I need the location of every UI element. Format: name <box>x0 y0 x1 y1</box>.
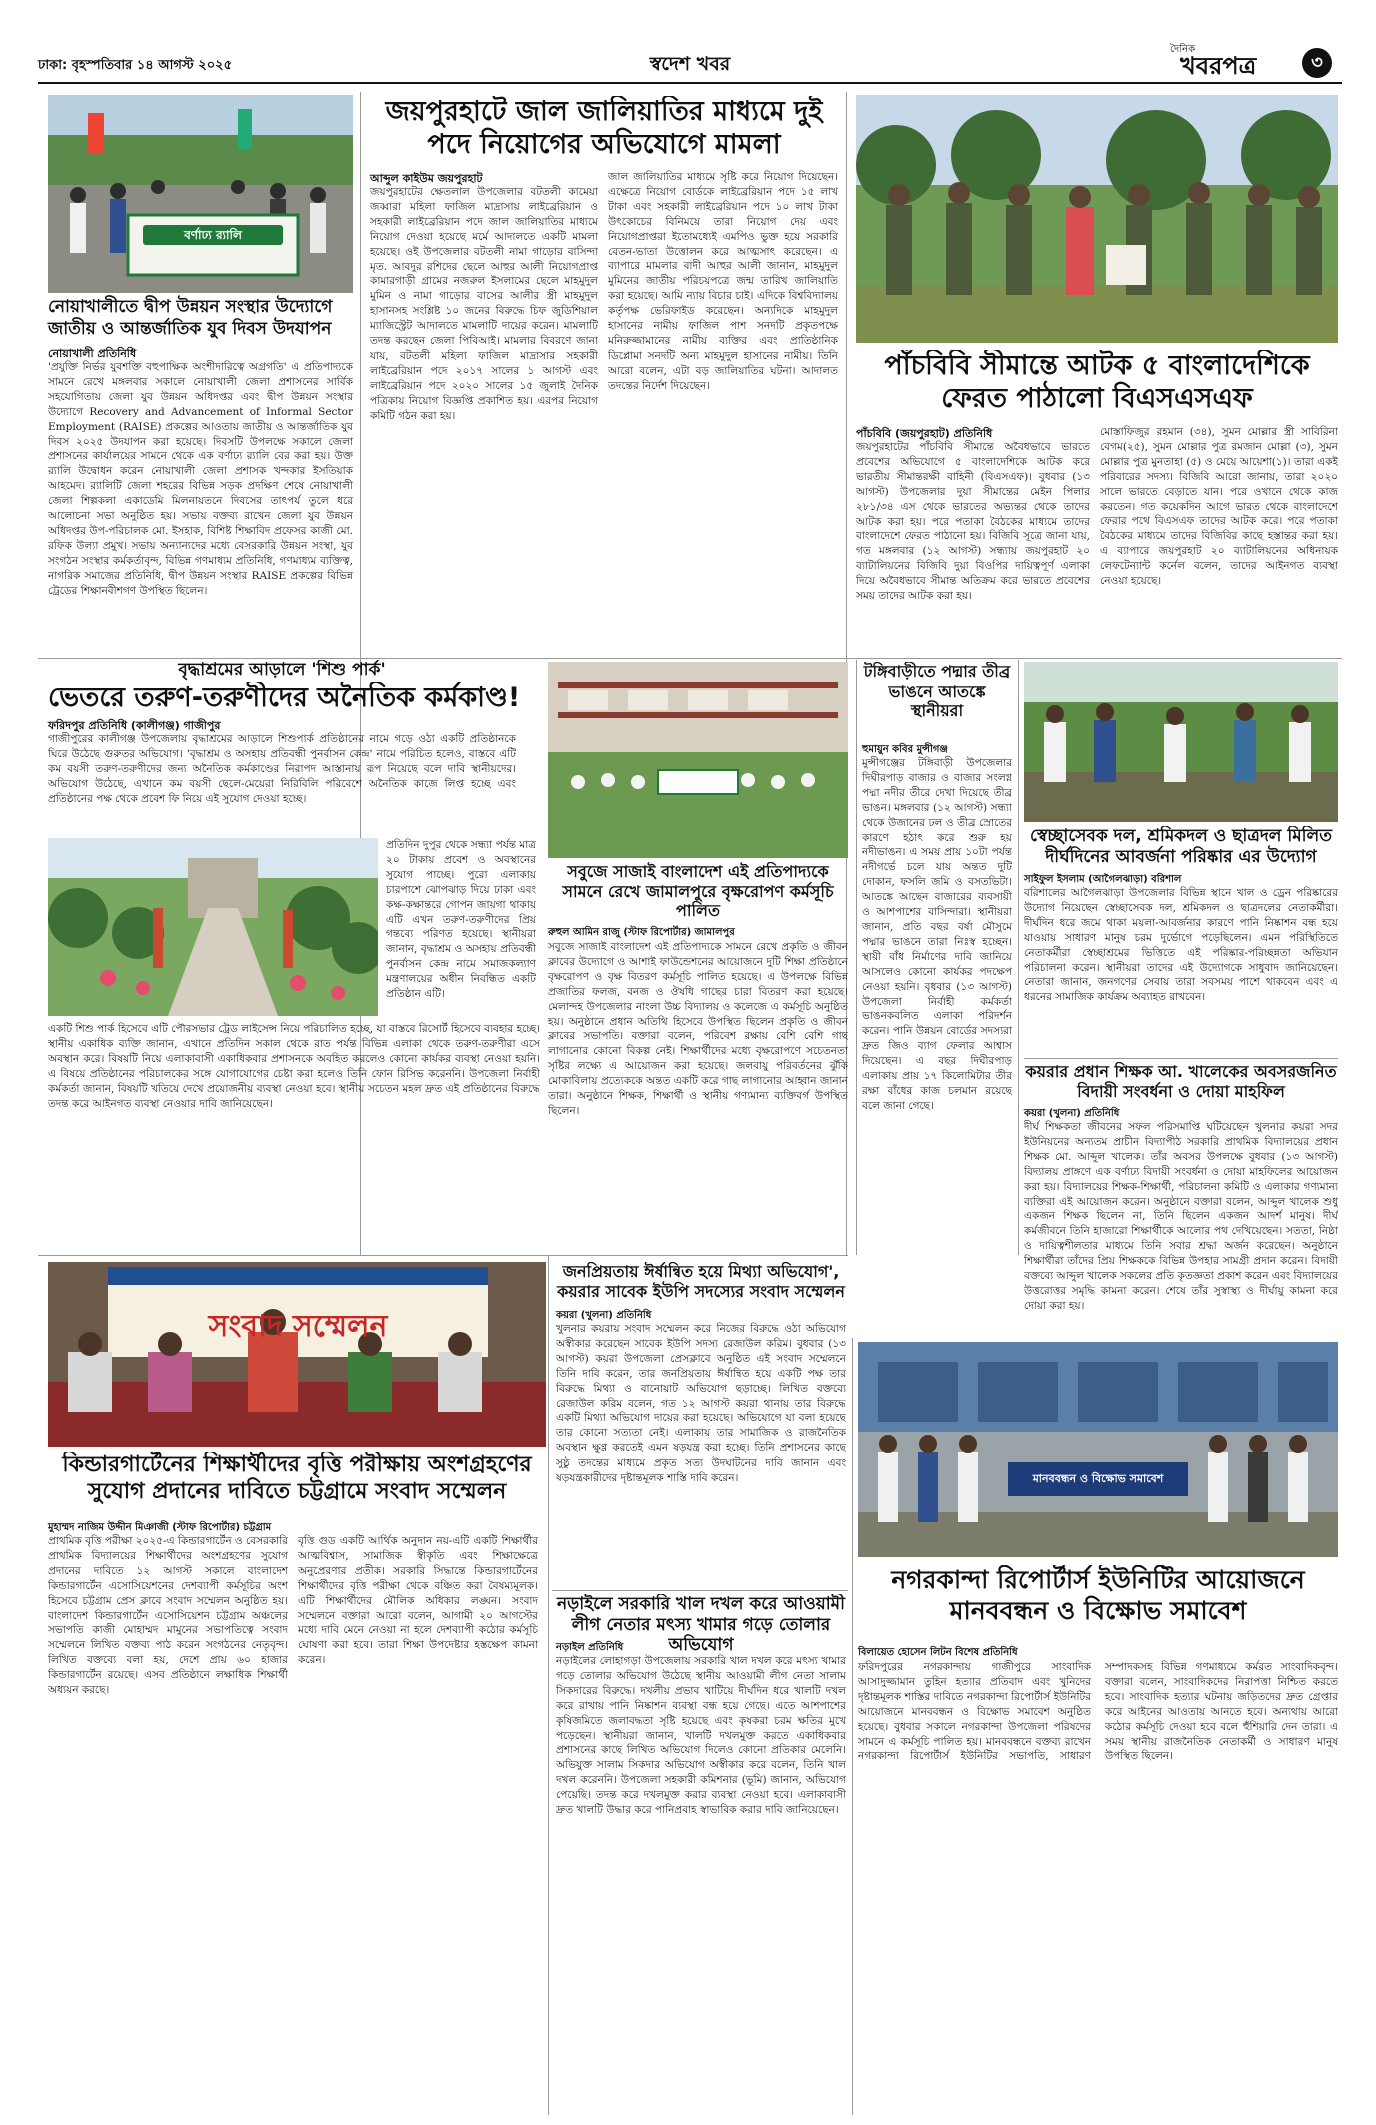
body-oldhome-bottom: একটি শিশু পার্ক হিসেবে এটি পৌরসভার ট্রেড লাইসেন্স নিয়ে পরিচালিত হচ্ছে, যা বাস্তবে রিসোর্ট হিসেবে ব্যবহার হচ্ছে। স্থানীয় একাধিক ব্যক্তি জানান, এখানে প্রতিদিন সকাল থেকে রাত পর্যন্ত বিভিন্ন এলাকা থেকে তরুণ-তরুণীরা এসে অবস্থান করে। বিষয়টি নিয়ে এলাকাবাসী একাধিকবার প্রশাসনকে অবহিত করলেও কোনো কার্যকর ব্যবস্থা নেওয়া হয়নি। এ বিষয়ে প্রতিষ্ঠানের পরিচালকের সঙ্গে যোগাযোগের চেষ্টা করা হলেও তিনি ফোন রিসিভ করেননি। উপজেলা নির্বাহী কর্মকর্তা জানান, বিষয়টি খতিয়ে দেখে প্রয়োজনীয় ব্যবস্থা নেওয়া হবে। স্থানীয় সচেতন মহল দ্রুত এই প্রতিষ্ঠানের বিরুদ্ধে তদন্ত করে আইনগত ব্যবস্থা নেওয়ার দাবি জানিয়েছেন। <box>48 1023 540 1110</box>
byline-panchbibi: পাঁচবিবি (জয়পুরহাট) প্রতিনিধি <box>856 427 993 440</box>
section-rule <box>1024 1058 1338 1059</box>
body-oldhome-right: প্রতিদিন দুপুর থেকে সন্ধ্যা পর্যন্ত মাত্র ২০ টাকায় প্রবেশ ও অবস্থানের সুযোগ পাচ্ছে। পুরো এলাকায় চারপাশে ঝোপঝাড় দিয়ে ঢাকা এবং কক্ষ-কক্ষান্তরে গোপন জায়গা থাকায় এটি এখন তরুণ-তরুণীদের প্রিয় গন্তব্যে পরিণত হয়েছে। স্থানীয়রা জানান, বৃদ্ধাশ্রম ও অসহায় প্রতিবন্ধী পুনর্বাসন কেন্দ্র নামে সমাজকল্যাণ মন্ত্রণালয়ের অধীন নিবন্ধিত একটি প্রতিষ্ঠান এটি। <box>386 839 536 1001</box>
byline-koyra: কয়রা (খুলনা) প্রতিনিধি <box>556 1310 652 1321</box>
section-rule <box>552 1590 848 1591</box>
byline-tongibari: হুমায়ুন কবির মুন্সীগঞ্জ <box>862 744 948 755</box>
rally-photo <box>48 95 353 293</box>
byline-cleanup: সাইফুল ইসলাম (আগৈলঝাড়া) বরিশাল <box>1024 874 1182 885</box>
body-jamalpur: সবুজে সাজাই বাংলাদেশ এই প্রতিপাদ্যকে সামনে রেখে প্রকৃতি ও জীবন ক্লাবের উদ্যোগে ও আশাই ফাউন্ডেশনের আয়োজনে দুটি শিক্ষা প্রতিষ্ঠানে বৃক্ষরোপণ ও বৃক্ষ বিতরণ কর্মসূচি পালিত হয়েছে। এ উপলক্ষে বিভিন্ন প্রজাতির ফলজ, বনজ ও ঔষধি গাছের চারা বিতরণ করা হয়েছে। মেলান্দহ উপজেলার নাংলা উচ্চ বিদ্যালয় ও কলেজে এ কর্মসূচি অনুষ্ঠিত হয়। অনুষ্ঠানে প্রধান অতিথি হিসেবে উপস্থিত ছিলেন প্রকৃতি ও জীবন ক্লাবের সভাপতি। বক্তারা বলেন, পরিবেশ রক্ষায় বেশি বেশি গাছ লাগানোর কোনো বিকল্প নেই। শিক্ষার্থীদের মধ্যে বৃক্ষরোপণে সচেতনতা সৃষ্টির লক্ষ্যে এ আয়োজন করা হয়েছে। জলবায়ু পরিবর্তনের ঝুঁকি মোকাবিলায় প্রত্যেককে অন্তত একটি করে গাছ লাগানোর আহ্বান জানান তারা। অনুষ্ঠানে শিক্ষক, শিক্ষার্থী ও স্থানীয় গণ্যমান্য ব্যক্তিবর্গ উপস্থিত ছিলেন। <box>548 941 848 1117</box>
headline-panchbibi: পাঁচবিবি সীমান্তে আটক ৫ বাংলাদেশিকে ফেরত পাঠালো বিএসএসএফ <box>884 350 1310 414</box>
section-rule <box>38 1255 848 1256</box>
body-nagarkanda: ফরিদপুরের নগরকান্দায় গাজীপুরে সাংবাদিক আসাদুজ্জামান তুহিন হত্যার প্রতিবাদ এবং খুনিদের দৃষ্টান্তমূলক শাস্তির দাবিতে নগরকান্দা রিপোর্টার্স ইউনিটির আয়োজনে মানববন্ধন ও বিক্ষোভ সমাবেশ অনুষ্ঠিত হয়েছে। বুধবার সকালে নগরকান্দা উপজেলা পরিষদের সামনে এ কর্মসূচি পালিত হয়। মানববন্ধনে বক্তব্য রাখেন নগরকান্দা রিপোর্টার্স ইউনিটির সভাপতি, সাধারণ সম্পাদকসহ বিভিন্ন গণমাধ্যমে কর্মরত সাংবাদিকবৃন্দ। বক্তারা বলেন, সাংবাদিকদের নিরাপত্তা নিশ্চিত করতে হবে। সাংবাদিক হত্যার ঘটনায় জড়িতদের দ্রুত গ্রেপ্তার করে আইনের আওতায় আনতে হবে। অন্যথায় আরো কঠোর কর্মসূচি দেওয়া হবে বলে হুঁশিয়ারি দেন তারা। এ সময় স্থানীয় রাজনৈতিক নেতাকর্মী ও সাধারণ মানুষ উপস্থিত ছিলেন। <box>858 1661 1338 1763</box>
column-rule <box>548 1255 549 2115</box>
headline-oldhome: ভেতরে তরুণ-তরুণীদের অনৈতিক কর্মকাণ্ড! <box>48 682 521 713</box>
date-line: ঢাকা: বৃহস্পতিবার ১৪ আগস্ট ২০২৫ <box>38 58 233 73</box>
body-headmaster: দীর্ঘ শিক্ষকতা জীবনের সফল পরিসমাপ্তি ঘটিয়েছেন খুলনার কয়রা সদর ইউনিয়নের অন্যতম প্রাচীন বিদ্যাপীঠ সরকারি প্রাথমিক বিদ্যালয়ের প্রধান শিক্ষক মো. আব্দুল খালেক। তাঁর অবসর উপলক্ষে বুধবার (১৩ আগস্ট) বিদ্যালয় প্রাঙ্গণে এক বর্ণাঢ্য বিদায়ী সংবর্ধনা ও দোয়া মাহফিলের আয়োজন করা হয়। বিদ্যালয়ের শিক্ষক-শিক্ষার্থী, পরিচালনা কমিটি ও এলাকার গণ্যমান্য ব্যক্তিরা এই আয়োজন করেন। অনুষ্ঠানে বক্তারা বলেন, আব্দুল খালেক শুধু একজন শিক্ষক ছিলেন না, তিনি ছিলেন একজন আদর্শ মানুষ। দীর্ঘ কর্মজীবনে তিনি হাজারো শিক্ষার্থীকে আলোর পথ দেখিয়েছেন। সততা, নিষ্ঠা ও দায়িত্বশীলতার মাধ্যমে তিনি সবার শ্রদ্ধা অর্জন করেছেন। অনুষ্ঠানে শিক্ষার্থীরা তাঁদের প্রিয় শিক্ষককে বিভিন্ন উপহার সামগ্রী প্রদান করেন। বিদায়ী বক্তব্যে আব্দুল খালেক সকলের প্রতি কৃতজ্ঞতা প্রকাশ করেন এবং বিদ্যালয়ের উত্তরোত্তর সমৃদ্ধি কামনা করেন। শেষে তাঁর সুস্বাস্থ্য ও দীর্ঘায়ু কামনা করে দোয়া করা হয়। <box>1024 1121 1338 1312</box>
section-title: স্বদেশ খবর <box>649 53 731 75</box>
body-kindergarten-left: প্রাথমিক বৃত্তি পরীক্ষা ২০২৫-এ কিন্ডারগার্টেন ও বেসরকারি প্রাথমিক বিদ্যালয়ের শিক্ষার্থীদের অংশগ্রহণের সুযোগ প্রদানের দাবিতে ১২ আগস্ট সকালে বাংলাদেশ কিন্ডারগার্টেন এসোসিয়েশনের দেশব্যাপী কর্মসূচির অংশ হিসেবে চট্টগ্রাম প্রেস ক্লাবে সংবাদ সম্মেলন অনুষ্ঠিত হয়। বাংলাদেশ কিন্ডারগার্টেন এসোসিয়েশন চট্টগ্রাম অঞ্চলের সভাপতি কাজী মোহাম্মদ মামুনের সভাপতিত্বে সংবাদ সম্মেলনে লিখিত বক্তব্য পাঠ করেন সংগঠনের নেতৃবৃন্দ। লিখিত বক্তব্যে বলা হয়, দেশে প্রায় ৬০ হাজার কিন্ডারগার্টেন রয়েছে। এসব প্রতিষ্ঠানে লক্ষাধিক শিক্ষার্থী অধ্যয়ন করছে। <box>48 1535 288 1697</box>
masthead-title: খবরপত্র <box>1180 52 1257 80</box>
body-narail: নড়াইলের লোহাগড়া উপজেলায় সরকারি খাল দখল করে মৎস্য খামার গড়ে তোলার অভিযোগ উঠেছে স্থানীয় আওয়ামী লীগ নেতা সালাম সিকদারের বিরুদ্ধে। দখলীয় প্রভাব খাটিয়ে দীর্ঘদিন ধরে খালটি দখল করে রাখায় পানি নিষ্কাশন ব্যবস্থা বন্ধ হয়ে গেছে। এতে আশপাশের কৃষিজমিতে জলাবদ্ধতা সৃষ্টি হয়েছে এবং কৃষকরা চরম ক্ষতির মুখে পড়েছেন। স্থানীয়রা জানান, খালটি দখলমুক্ত করতে একাধিকবার প্রশাসনের কাছে লিখিত অভিযোগ দিলেও কোনো প্রতিকার মেলেনি। অভিযুক্ত সালাম সিকদার অভিযোগ অস্বীকার করে বলেন, তিনি খাল দখল করেননি। উপজেলা সহকারী কমিশনার (ভূমি) জানান, অভিযোগ পেয়েছি। তদন্ত করে দখলমুক্ত করার ব্যবস্থা নেওয়া হবে। এলাকাবাসী দ্রুত খালটি উদ্ধার করে পানিপ্রবাহ স্বাভাবিক করার দাবি জানিয়েছেন। <box>556 1655 846 1817</box>
page-number <box>1302 48 1332 78</box>
masthead <box>1170 42 1340 82</box>
human-chain-photo <box>858 1342 1338 1557</box>
headline-narail: নড়াইলে সরকারি খাল দখল করে আওয়ামী লীগ নেতার মৎস্য খামার গড়ে তোলার অভিযোগ <box>557 1594 845 1656</box>
column-rule <box>1018 660 1019 1255</box>
column-rule <box>856 660 857 1255</box>
press-conference-photo <box>48 1262 546 1447</box>
byline-joypurhat: আব্দুল কাইউম জয়পুরহাট <box>370 172 483 185</box>
body-joypurhat-right: জাল জালিয়াতির মাধ্যমে সৃষ্টি করে নিয়োগ দিয়েছেন। এক্ষেত্রে নিয়োগ বোর্ডকে লাইব্রেরিয়ান পদে ১৫ লাখ টাকা এবং সহকারী লাইব্রেরিয়ান পদে ১০ লাখ টাকা উৎকোচের বিনিময়ে তারা নিয়োগ দেয় এবং নিয়োগপ্রাপ্তরা ইতোমধ্যেই এমপিও ভুক্ত হয়ে সরকারি বেতন-ভাতা উত্তোলন করে আত্মসাৎ করেছেন। এ ব্যাপারে মামলার বাদী আহুর আলী জানান, মাহমুদুল মুমিনের জাতীয় পরিচয়পত্রে জন্ম তারিখ জালিয়াতি করা হয়েছে। আমি ন্যায় বিচার চাই। এদিকে বিশ্ববিদ্যালয় কর্তৃপক্ষ ভেরিফাইড করেছেন। অন্যদিকে মাহমুদুল হাসানের নামীয় ফাজিল পাশ সনদটি প্রকৃতপক্ষে মনিরুজ্জামানের নামীয় ব্যক্তির এবং প্রাতিষ্ঠানিক ডিপ্লোমা সনদটি অন্য মাহমুদুল হাসানের নামীয়। তিনি আরো বলেন, এটা বড় জালিয়াতির ঘটনা। আদালত তদন্তের নির্দেশ দিয়েছেন। <box>608 171 838 392</box>
headline-headmaster: কয়রার প্রধান শিক্ষক আ. খালেকের অবসরজনিত বিদায়ী সংবর্ধনা ও দোয়া মাহফিল <box>1025 1062 1337 1101</box>
byline-headmaster: কয়রা (খুলনা) প্রতিনিধি <box>1024 1108 1120 1119</box>
body-oldhome-top: গাজীপুরের কালীগঞ্জ উপজেলায় বৃদ্ধাশ্রমের আড়ালে শিশুপার্ক প্রতিষ্ঠানের নামে গড়ে ওঠা একটি প্রতিষ্ঠানকে ঘিরে উঠেছে গুরুতর অভিযোগ। 'বৃদ্ধাশ্রম ও অসহায় প্রতিবন্ধী পুনর্বাসন কেন্দ্র' নামে পরিচিত হলেও, বাস্তবে এটি কম বয়সী তরুণ-তরুণীদের জন্য অনৈতিক কর্মকাণ্ডের নিরাপদ আস্তানায় রূপ নিয়েছে বলে দাবি স্থানীয়দের। অভিযোগ উঠেছে, এখানে কম বয়সী ছেলে-মেয়েরা নিরিবিলি পরিবেশে অনৈতিক কাজে লিপ্ত হচ্ছে এবং প্রতিষ্ঠানের পক্ষ থেকে প্রবেশ ফি নিয়ে এই সুযোগ দেওয়া হচ্ছে। <box>48 733 516 805</box>
byline-noakhali: নোয়াখালী প্রতিনিধি <box>48 347 137 360</box>
tree-planting-photo <box>548 662 848 858</box>
section-rule <box>38 658 1342 659</box>
headline-jamalpur: সবুজে সাজাই বাংলাদেশ এই প্রতিপাদ্যকে সামনে রেখে জামালপুরে বৃক্ষরোপণ কর্মসূচি পালিত <box>562 862 834 921</box>
headline-kindergarten: কিন্ডারগার্টেনের শিক্ষার্থীদের বৃত্তি পরীক্ষায় অংশগ্রহণের সুযোগ প্রদানের দাবিতে চট্টগ্রামে সংবাদ সম্মেলন <box>62 1452 532 1504</box>
body-panchbibi-left: জয়পুরহাটের পাঁচবিবি সীমান্তে অবৈধভাবে ভারতে প্রবেশের অভিযোগে ৫ বাংলাদেশিকে আটক করে ভারতীয় সীমান্তরক্ষী বাহিনী (বিএসএফ)। বুধবার (১৩ আগস্ট) উপজেলার দুয়া সীমান্তের মেইন পিলার ২৮১/৩৪ এস থেকে ভারতের অভ্যন্তর থেকে তাদের আটক করা হয়। পরে পতাকা বৈঠকের মাধ্যমে তাদের বাংলাদেশে ফেরত পাঠানো হয়। বিজিবি সূত্রে জানা যায়, গত মঙ্গলবার (১২ আগস্ট) সন্ধ্যায় জয়পুরহাট ২০ ব্যাটালিয়নের বিজিবি দুয়া বিওপির দায়িত্বপূর্ণ এলাকা দিয়ে অবৈধভাবে সীমান্ত অতিক্রম করে ভারতে প্রবেশের সময় তাদের আটক করা হয়। <box>856 441 1090 603</box>
headline-tongibari-box: টঙ্গিবাড়ীতে পদ্মার তীব্র ভাঙনে আতঙ্কে স্থানীয়রা <box>863 662 1011 721</box>
body-koyra: খুলনার কয়রায় সংবাদ সম্মেলন করে নিজের বিরুদ্ধে ওঠা অভিযোগ অস্বীকার করেছেন সাবেক ইউপি সদস্য রেজাউল করিম। বুধবার (১৩ আগস্ট) কয়রা উপজেলা প্রেসক্লাবে অনুষ্ঠিত এই সংবাদ সম্মেলনে তিনি দাবি করেন, তার জনপ্রিয়তায় ঈর্ষান্বিত হয়ে একটি পক্ষ তার বিরুদ্ধে মিথ্যা ও বানোয়াট অভিযোগ ছড়াচ্ছে। লিখিত বক্তব্যে রেজাউল করিম বলেন, গত ১২ আগস্ট কয়রা থানায় তার বিরুদ্ধে একটি মিথ্যা অভিযোগ দায়ের করা হয়েছে। অভিযোগে যা বলা হয়েছে তার কোনো সত্যতা নেই। এলাকায় তার সামাজিক ও রাজনৈতিক অবস্থান ক্ষুণ্ণ করতেই এমন ষড়যন্ত্র করা হচ্ছে। তিনি প্রশাসনের কাছে সুষ্ঠু তদন্তের মাধ্যমে প্রকৃত সত্য উদঘাটনের দাবি জানান এবং ষড়যন্ত্রকারীদের দৃষ্টান্তমূলক শাস্তি দাবি করেন। <box>556 1323 846 1485</box>
body-joypurhat-left: জয়পুরহাটের ক্ষেতলাল উপজেলার বটতলী কামেয়া জব্বারা মহিলা ফাজিল মাদ্রাসায় লাইব্রেরিয়ান ও সহকারী লাইব্রেরিয়ান পদে জাল জালিয়াতির মাধ্যমে নিয়োগ দেওয়া হয়েছে মর্মে আদালতে একটি মামলা হয়েছে। ওই উপজেলার বটতলী নামা গাড়োর বাসিন্দা মৃত. আবদুর রশিদের ছেলে আহুর আলী নিয়োগপ্রাপ্ত কামারগাড়ী গ্রামের নজরুল ইসলামের ছেলে মাহমুদুল মুমিন ও নামা গাড়োর বাসের আলীর স্ত্রী মাহমুদুল হাসানসহ সংশ্লিষ্ট ১০ জনের বিরুদ্ধে চিফ জুডিশিয়াল ম্যাজিস্ট্রেট আদালতে মামলাটি দায়ের করেন। মামলাটি তদন্ত করছেন জেলা পিবিআই। মামলার বিবরণে জানা যায়, বটতলী মহিলা ফাজিল মাদ্রাসার সহকারী লাইব্রেরিয়ান পদে ২০১৭ সালের ১ আগস্ট এবং লাইব্রেরিয়ান পদে ২০২০ সালের ১৫ জুলাই দৈনিক পত্রিকায় নিয়োগ বিজ্ঞপ্তি প্রকাশিত হয়। এরপর নিয়োগ কমিটি গঠন করা হয়। <box>370 186 598 422</box>
kicker-oldhome: বৃদ্ধাশ্রমের আড়ালে 'শিশু পার্ক' <box>178 660 386 680</box>
human-chain-banner: মানববন্ধন ও বিক্ষোভ সমাবেশ <box>1032 1472 1164 1485</box>
byline-kindergarten: মুহাম্মদ নাজিম উদ্দীন মিঞাজী (স্টাফ রিপোর্টার) চট্টগ্রাম <box>48 1522 272 1533</box>
page-number-text: ৩ <box>1311 52 1323 73</box>
body-kindergarten-mid: বৃত্তি গুড একটি আর্থিক অনুদান নয়-এটি একটি শিক্ষার্থীর আত্মবিশ্বাস, সামাজিক স্বীকৃতি এবং শিক্ষাক্ষেত্রে অনুপ্রেরণার প্রতীক। সরকারি সিদ্ধান্তে কিন্ডারগার্টেনের শিক্ষার্থীদের বৃত্তি পরীক্ষা থেকে বঞ্চিত করা বৈষম্যমূলক। এটি শিক্ষার্থীদের মৌলিক অধিকার লঙ্ঘন। সংবাদ সম্মেলনে বক্তারা আরো বলেন, আগামী ২০ আগস্টের মধ্যে দাবি মেনে নেওয়া না হলে দেশব্যাপী কঠোর কর্মসূচি ঘোষণা করা হবে। তারা শিক্ষা উপদেষ্টার হস্তক্ষেপ কামনা করেন। <box>298 1535 538 1667</box>
byline-oldhome: ফরিদপুর প্রতিনিধি (কালীগঞ্জ) গাজীপুর <box>48 719 221 732</box>
header-rule <box>38 82 1342 84</box>
masthead-small: দৈনিক <box>1170 44 1196 55</box>
body-tongibari: মুন্সীগঞ্জের টঙ্গিবাড়ী উপজেলার দিঘীরপাড় বাজার ও বাজার সংলগ্ন পদ্মা নদীর তীরে দেখা দিয়েছে তীব্র ভাঙন। মঙ্গলবার (১২ আগস্ট) সন্ধ্যা থেকে উজানের ঢল ও তীব্র স্রোতের কারণে হঠাৎ করে শুরু হয় নদীভাঙন। এ সময় প্রায় ১০টা পর্যন্ত নদীগর্ভে চলে যায় অন্তত দুটি দোকান, ফসলি জমি ও বসতভিটা। আতঙ্কে আছেন বাজারের ব্যবসায়ী ও আশপাশের বাসিন্দারা। স্থানীয়রা জানান, প্রতি বছর বর্ষা মৌসুমে পদ্মার ভাঙনে তারা নিঃস্ব হচ্ছেন। স্থায়ী বাঁধ নির্মাণের দাবি জানিয়ে আসলেও কোনো কার্যকর পদক্ষেপ নেওয়া হয়নি। বৃধবার (১৩ আগস্ট) উপজেলা নির্বাহী কর্মকর্তা ভাঙনকবলিত এলাকা পরিদর্শন করেন। পানি উন্নয়ন বোর্ডের সদস্যরা দ্রুত জিও ব্যাগ ফেলার আশ্বাস দিয়েছেন। এ বছর দিঘীরপাড় এলাকায় প্রায় ১৭ কিলোমিটার তীর রক্ষা বাঁধের কাজ চলমান রয়েছে বলে জানা গেছে। <box>862 757 1012 1112</box>
body-noakhali: 'প্রযুক্তি নির্ভর যুবশক্তি বহুপাক্ষিক অংশীদারিত্বে অগ্রগতি' এ প্রতিপাদ্যকে সামনে রেখে মঙ্গলবার সকালে নোয়াখালী জেলা প্রশাসনের সার্বিক সহযোগিতায় জেলা যুব উন্নয়ন অধিদপ্তর এবং দ্বীপ উন্নয়ন সংস্থার উদ্যোগে Recovery and Advancement of Informal Sector Employment (RAISE) প্রকল্পের আওতায় জাতীয় ও আন্তর্জাতিক যুব দিবস ২০২৫ উদযাপন করা হয়েছে। দিবসটি উপলক্ষে সকালে জেলা প্রশাসনের কার্যালয়ের সামনে থেকে এক বর্ণাঢ্য র‍্যালি বের করা হয়। উক্ত র‍্যালি উদ্বোধন করেন নোয়াখালী জেলা প্রশাসক খন্দকার ইসতিয়াক আহমেদ। র‍্যালিটি জেলা শহরের বিভিন্ন সড়ক প্রদক্ষিণ শেষে নোয়াখালী জেলা শিল্পকলা একাডেমি মিলনায়তনে দিবসের তাৎপর্য তুলে ধরে আলোচনা সভা অনুষ্ঠিত হয়। সভায় বক্তব্য রাখেন জেলা যুব উন্নয়ন অধিদপ্তর উপ-পরিচালক মো. ইসহাক, বিশিষ্ট শিক্ষাবিদ প্রফেসর কাজী মো. রফিক উল্যা প্রমুখ। সভায় অন্যান্যদের মধ্যে বেসরকারি উন্নয়ন সংস্থা, যুব সংগঠন সংস্থার কর্মকর্তাবৃন্দ, বিভিন্ন গণমাধ্যম প্রতিনিধি, গণমাধ্যম ব্যক্তিত্ব, নাগরিক সমাজের প্রতিনিধি, দ্বীপ উন্নয়ন সংস্থার RAISE প্রকল্পের বিভিন্ন ট্রেডের শিক্ষানবীশগণ উপস্থিত ছিলেন। <box>48 361 353 597</box>
body-cleanup: বরিশালের আগৈলঝাড়া উপজেলার বিভিন্ন স্থানে খাল ও ড্রেন পরিষ্কারের উদ্যোগ নিয়েছেন স্বেচ্ছাসেবক দল, শ্রমিকদল ও ছাত্রদলের নেতাকর্মীরা। দীর্ঘদিন ধরে জমে থাকা ময়লা-আবর্জনার কারণে পানি নিষ্কাশন বন্ধ হয়ে যাওয়ায় সাধারণ মানুষ চরম দুর্ভোগে পড়েছিলেন। এমন পরিস্থিতিতে নেতাকর্মীরা স্বেচ্ছাশ্রমের ভিত্তিতে এই পরিষ্কার-পরিচ্ছন্নতা অভিযান পরিচালনা করেন। স্থানীয়রা তাদের এই উদ্যোগকে সাধুবাদ জানিয়েছেন। নেতারা জানান, জনগণের সেবায় তারা সবসময় পাশে থাকবেন এবং এ ধরনের সামাজিক কার্যক্রম অব্যাহত রাখবেন। <box>1024 887 1338 1004</box>
column-rule <box>852 1338 853 2115</box>
byline-narail: নড়াইল প্রতিনিধি <box>556 1642 624 1653</box>
byline-jamalpur: রুহুল আমিন রাজু (স্টাফ রিপোর্টার) জামালপুর <box>548 927 735 938</box>
bsf-photo <box>856 95 1338 343</box>
cleanup-photo <box>1024 662 1338 822</box>
body-panchbibi-right: মোস্তাফিজুর রহমান (৩৪), সুমন মোল্লার স্ত্রী সাবিরিনা বেগম(২৫), সুমন মোল্লার পুত্র রমজান মোল্লা (৩), সুমন মোল্লার পুত্র মুনতাহা (৫) ও মেয়ে আয়েশা(১)। তারা একই পরিবারের সদস্য। বিজিবি আরো জানায়, তারা ২০২০ সালে ভারতে বেড়াতে যান। পরে ওখানে থেকে কাজ করতেন। গত কয়েকদিন আগে ভারত থেকে বাংলাদেশে ফেরার পথে বিএসএফ তাদের আটক করে। পরে পতাকা বৈঠকের মাধ্যমে তাদের বিজিবির কাছে হস্তান্তর করা হয়। এ ব্যাপারে জয়পুরহাট ২০ ব্যাটালিয়নের অধিনায়ক লেফটেন্যান্ট কর্নেল বলেন, তাদের আইনগত ব্যবস্থা নেওয়া হয়েছে। <box>1100 426 1338 588</box>
headline-noakhali: নোয়াখালীতে দ্বীপ উন্নয়ন সংস্থার উদ্যোগে জাতীয় ও আন্তর্জাতিক যুব দিবস উদযাপন <box>48 297 333 339</box>
banner-press-conference: সংবাদ সম্মেলন <box>208 1309 388 1344</box>
headline-koyra: জনপ্রিয়তায় ঈর্ষান্বিত হয়ে মিথ্যা অভিযোগ', কয়রার সাবেক ইউপি সদস্যের সংবাদ সম্মেলন <box>557 1262 845 1301</box>
byline-nagarkanda: বিলায়েত হোসেন লিটন বিশেষ প্রতিনিধি <box>858 1647 1018 1658</box>
rally-banner-text: বর্ণাঢ্য র‍্যালি <box>184 228 242 242</box>
headline-joypurhat: জয়পুরহাটে জাল জালিয়াতির মাধ্যমে দুই পদে নিয়োগের অভিযোগে মামলা <box>385 96 823 160</box>
headline-cleanup: স্বেচ্ছাসেবক দল, শ্রমিকদল ও ছাত্রদল মিলিত দীর্ঘদিনের আবর্জনা পরিষ্কার এর উদ্যোগ <box>1030 826 1332 867</box>
park-photo <box>48 838 378 1016</box>
headline-nagarkanda: নগরকান্দা রিপোর্টার্স ইউনিটির আয়োজনে মানববন্ধন ও বিক্ষোভ সমাবেশ <box>891 1565 1305 1625</box>
